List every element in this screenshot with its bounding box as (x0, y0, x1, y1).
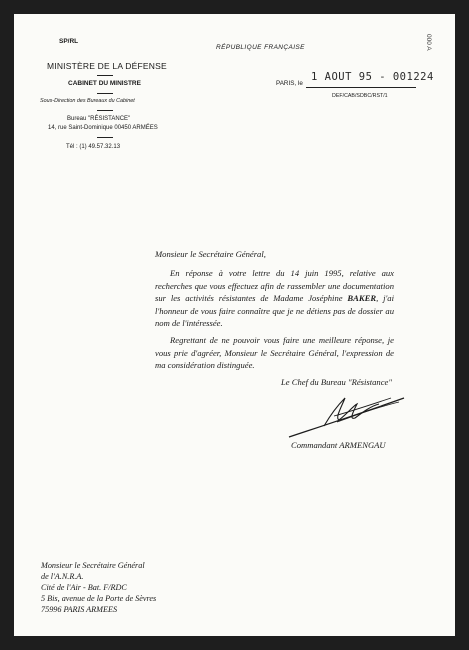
cabinet-name: CABINET DU MINISTRE (68, 80, 141, 87)
letter-page (14, 14, 455, 636)
signatory-name: Commandant ARMENGAU (291, 440, 386, 450)
recipient-line: Monsieur le Secrétaire Général (41, 561, 145, 570)
date-line (306, 87, 416, 88)
phone-number: Tél : (1) 49.57.32.13 (66, 144, 121, 150)
republic-label: RÉPUBLIQUE FRANÇAISE (216, 44, 305, 51)
reference-code: DEF/CAB/SDBC/RST/1 (332, 93, 388, 99)
signatory-title: Le Chef du Bureau "Résistance" (281, 377, 392, 387)
paragraph-2: Regrettant de ne pouvoir vous faire une meilleure réponse, je vous prie d'agréer, Monsieur le Secrétaire Général, l'expression de ma considération distinguée. (155, 335, 394, 371)
date-stamp: 1 AOUT 95 - 001224 (311, 71, 434, 83)
bureau-address: 14, rue Saint-Dominique 00450 ARMÉES (48, 125, 158, 131)
header-divider (97, 137, 113, 138)
recipient-line: 5 Bis, avenue de la Porte de Sèvres (41, 594, 157, 603)
handwritten-signature (279, 392, 409, 442)
recipient-line: Cité de l'Air - Bat. F/RDC (41, 583, 127, 592)
subdirection: Sous-Direction des Bureaux du Cabinet (40, 98, 135, 104)
recipient-line: 75996 PARIS ARMEES (41, 605, 118, 614)
paragraph-1-text: En réponse à votre lettre du 14 juin 1995, relative aux recherches que vous effectuez afin de rassembler une documentation sur les activités résistantes de Madame Joséphine (155, 268, 394, 304)
highlighted-name: BAKER (347, 293, 377, 304)
header-divider (97, 75, 113, 76)
salutation: Monsieur le Secrétaire Général, (155, 249, 266, 259)
header-divider (97, 110, 113, 111)
bureau-name: Bureau "RÉSISTANCE" (67, 116, 131, 122)
recipient-line: de l'A.N.R.A. (41, 572, 84, 581)
ref-code: SP/RL (59, 38, 79, 45)
paragraph-1-text-end: , j'ai l'honneur de vous faire connaître que je ne détiens pas de dossier au nom de l'intéressée. (155, 293, 394, 329)
place-label: PARIS, le (276, 80, 303, 87)
ministry-name: MINISTÈRE DE LA DÉFENSE (47, 61, 167, 71)
paragraph-1 (155, 267, 394, 330)
header-divider (97, 93, 113, 94)
margin-number: 000 A (425, 34, 432, 51)
